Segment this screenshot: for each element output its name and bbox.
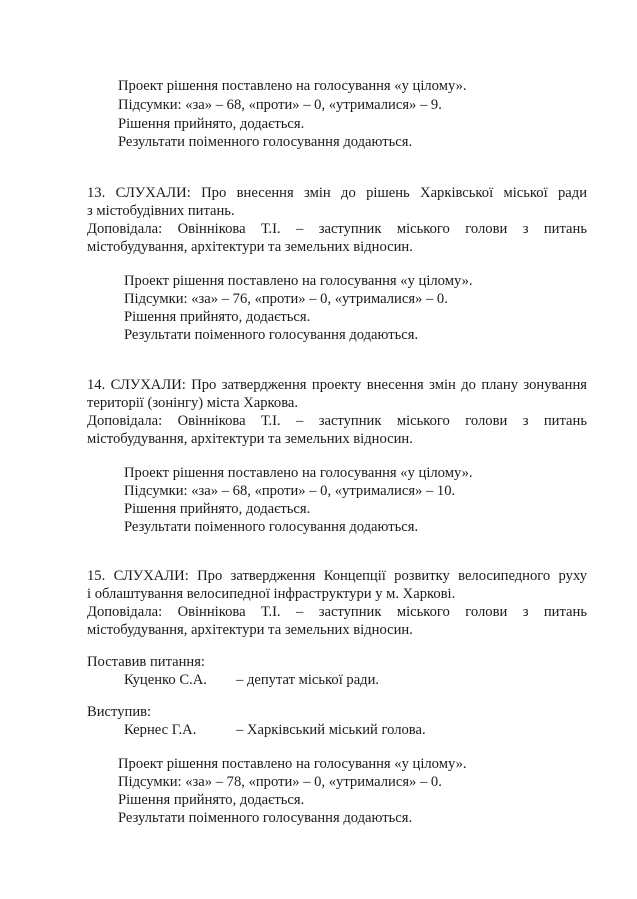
item-14-roll-call-note: Результати поіменного голосування додаються. [124,519,419,535]
question-person-name: Куценко С.А. [124,672,207,688]
item-14-heading: 14. СЛУХАЛИ: Про затвердження проекту внесення змін до плану зонування [87,377,587,393]
item-15-heading: 15. СЛУХАЛИ: Про затвердження Концепції розвитку велосипедного руху [87,568,587,584]
item-13-vote-results: Підсумки: «за» – 76, «проти» – 0, «утрималися» – 0. [124,291,448,307]
item-13-roll-call-note: Результати поіменного голосування додаються. [124,327,419,343]
item-15-vote-statement: Проект рішення поставлено на голосування «у цілому». [118,756,467,772]
question-label: Поставив питання: [87,654,205,670]
vote-statement: Проект рішення поставлено на голосування «у цілому». [118,78,467,94]
item-13-decision-status: Рішення прийнято, додається. [124,309,311,325]
item-14-vote-statement: Проект рішення поставлено на голосування «у цілому». [124,465,473,481]
item-15-heading-cont: і облаштування велосипедної інфраструктури у м. Харкові. [87,586,456,602]
item-15-vote-results: Підсумки: «за» – 78, «проти» – 0, «утрималися» – 0. [118,774,442,790]
item-13-reporter: Доповідала: Овіннікова Т.І. – заступник міського голови з питань [87,221,587,237]
vote-results: Підсумки: «за» – 68, «проти» – 0, «утрималися» – 9. [118,97,442,113]
item-15-roll-call-note: Результати поіменного голосування додаються. [118,810,413,826]
speaker-label: Виступив: [87,704,152,720]
item-13-vote-statement: Проект рішення поставлено на голосування «у цілому». [124,273,473,289]
item-14-heading-cont: території (зонінгу) міста Харкова. [87,395,299,411]
speaker-person-name: Кернес Г.А. [124,722,197,738]
item-15-decision-status: Рішення прийнято, додається. [118,792,305,808]
question-person-role: – депутат міської ради. [236,672,380,688]
decision-status: Рішення прийнято, додається. [118,116,305,132]
item-13-heading: 13. СЛУХАЛИ: Про внесення змін до рішень Харківської міської ради [87,185,587,201]
item-13-reporter-cont: містобудування, архітектури та земельних відносин. [87,239,413,255]
item-13-heading-cont: з містобудівних питань. [87,203,235,219]
item-15-reporter: Доповідала: Овіннікова Т.І. – заступник міського голови з питань [87,604,587,620]
item-14-reporter-cont: містобудування, архітектури та земельних відносин. [87,431,413,447]
item-15-reporter-cont: містобудування, архітектури та земельних відносин. [87,622,413,638]
speaker-person-role: – Харківський міський голова. [236,722,426,738]
item-14-vote-results: Підсумки: «за» – 68, «проти» – 0, «утрималися» – 10. [124,483,456,499]
item-14-reporter: Доповідала: Овіннікова Т.І. – заступник міського голови з питань [87,413,587,429]
item-14-decision-status: Рішення прийнято, додається. [124,501,311,517]
roll-call-note: Результати поіменного голосування додаються. [118,134,413,150]
